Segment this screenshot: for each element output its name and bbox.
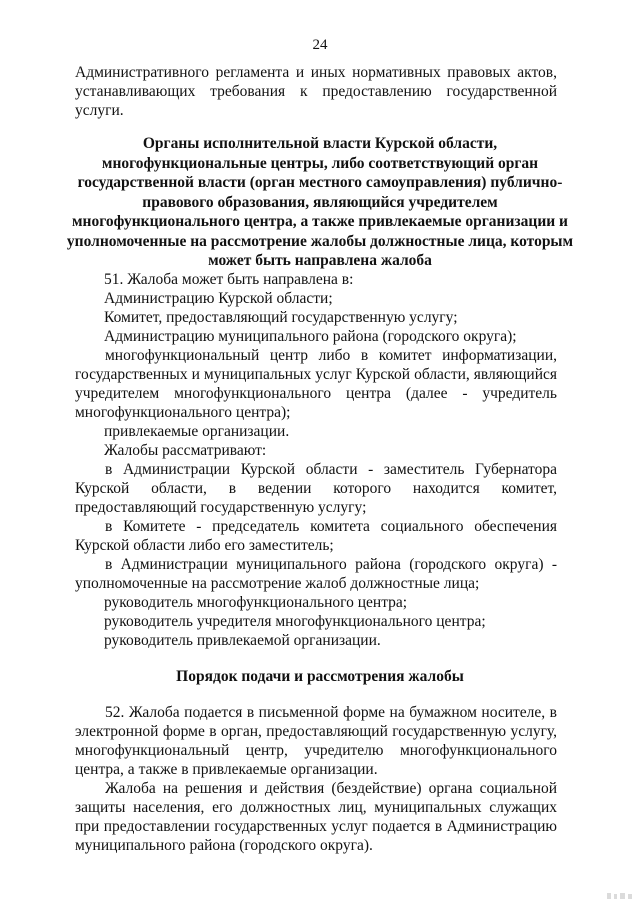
list-item: Администрацию муниципального района (городского округа); [104,328,517,345]
list-item: Комитет, предоставляющий государственную услугу; [104,309,458,326]
paragraph-52: 52. Жалоба подается в письменной форме на бумажном носителе, в электронной форме в орган, предоставляющий государственную услугу, многофункциональный центр, учредителю многофункционального центра, а также в привлекаемые организации. [75,704,557,778]
intro-paragraph: Административного регламента и иных нормативных правовых актов, устанавливающих требования к предоставлению государственной услуги. [75,64,557,119]
paragraph-administration: в Администрации Курской области - заместитель Губернатора Курской области, в ведении которого находится комитет, предоставляющий государственную услугу; [75,461,557,516]
paragraph-52-appeal: Жалоба на решения и действия (бездействие) органа социальной защиты населения, его должностных лиц, муниципальных служащих при предоставлении государственных услуг подается в Администрацию муниципального района (городского округа). [75,780,557,854]
paragraph-mfc: многофункциональный центр либо в комитет информатизации, государственных и муниципальных услуг Курской области, являющийся учредителем многофункционального центра (далее - учредитель многофункционального центра); [75,347,557,421]
scan-mark-icon [606,891,634,901]
paragraph-municipal: в Администрации муниципального района (городского округа) - уполномоченные на рассмотрение жалоб должностные лица; [75,556,557,592]
page-number: 24 [312,37,328,53]
paragraph-committee: в Комитете - председатель комитета социального обеспечения Курской области либо его заместитель; [75,518,557,554]
list-item: руководитель учредителя многофункционального центра; [104,613,486,630]
list-item: Жалобы рассматривают: [104,442,267,459]
section-heading-complaint-bodies: Органы исполнительной власти Курской области, многофункциональные центры, либо соответствующий орган государственной власти (орган местного самоуправления) публично-правового образования, являющийся учредителем многофункционального центра, а также привлекаемые организации и уполномоченные на рассмотрение жалобы должностные лица, которым может быть направлена жалоба [66,135,574,269]
list-item: руководитель многофункционального центра; [104,594,408,611]
list-item: Администрацию Курской области; [104,290,333,307]
list-item: 51. Жалоба может быть направлена в: [104,271,354,288]
list-item: руководитель привлекаемой организации. [104,632,381,649]
section-heading-procedure: Порядок подачи и рассмотрения жалобы [176,668,464,685]
list-item: привлекаемые организации. [104,423,290,440]
